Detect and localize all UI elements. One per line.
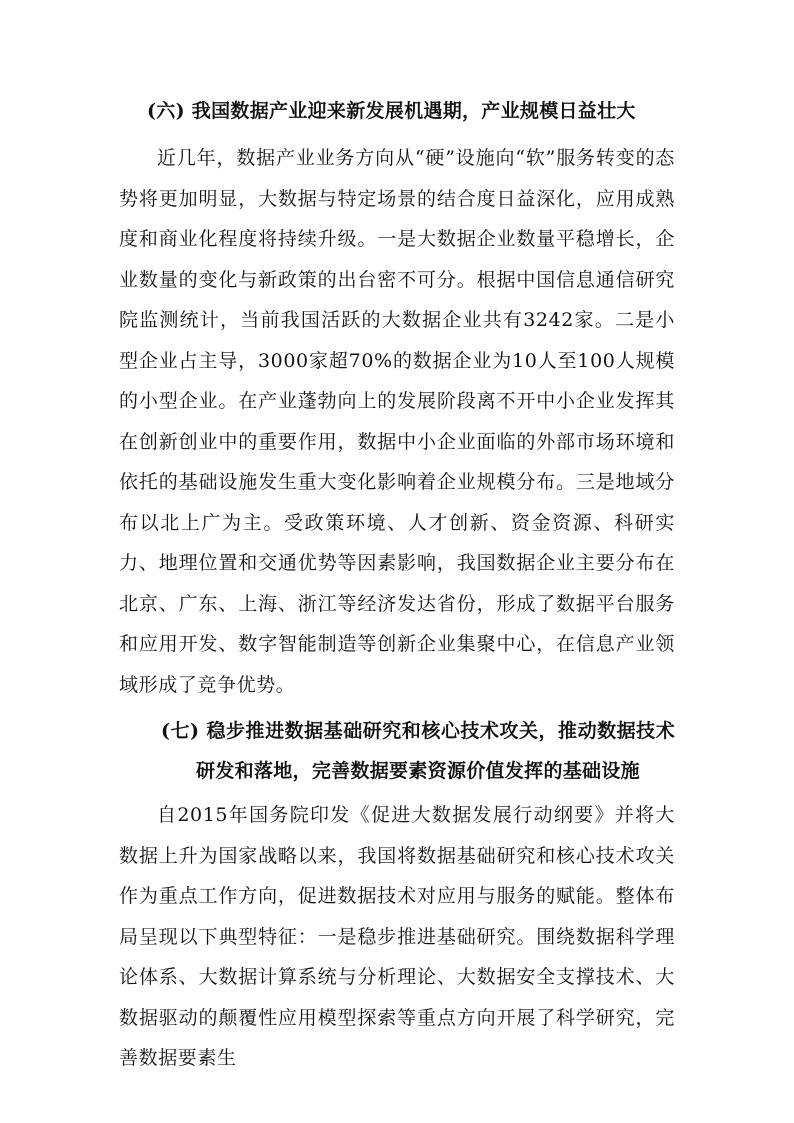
section-heading-6: (六) 我国数据产业迎来新发展机遇期，产业规模日益壮大 — [147, 100, 636, 122]
document-page — [119, 92, 675, 1079]
section-body-7: 自2015年国务院印发《促进大数据发展行动纲要》并将大数据上升为国家战略以来，我国将数据基础研究和核心技术攻关作为重点工作方向，促进数据技术对应用与服务的赋能。整体布局呈现以下典型特征：一是稳步推进基础研究。围绕数据科学理论体系、大数据计算系统与分析理论、大数据安全支撑技术、大数据驱动的颠覆性应用模型探索等重点方向开展了科学研究，完善数据要素生 — [119, 804, 675, 1069]
section-heading-7: (七) 稳步推进数据基础研究和核心技术攻关，推动数据技术研发和落地，完善数据要素资源价值发挥的基础设施 — [161, 720, 675, 782]
section-body-6: 近几年，数据产业业务方向从“硬”设施向“软”服务转变的态势将更加明显，大数据与特定场景的结合度日益深化，应用成熟度和商业化程度将持续升级。一是大数据企业数量平稳增长，企业数量的变化与新政策的出台密不可分。根据中国信息通信研究院监测统计，当前我国活跃的大数据企业共有3242家。二是小型企业占主导，3000家超70%的数据企业为10人至100人规模的小型企业。在产业蓬勃向上的发展阶段离不开中小企业发挥其在创新创业中的重要作用，数据中小企业面临的外部市场环境和依托的基础设施发生重大变化影响着企业规模分布。三是地域分布以北上广为主。受政策环境、人才创新、资金资源、科研实力、地理位置和交通优势等因素影响，我国数据企业主要分布在北京、广东、上海、浙江等经济发达省份，形成了数据平台服务和应用开发、数字智能制造等创新企业集聚中心，在信息产业领域形成了竞争优势。 — [119, 147, 675, 696]
